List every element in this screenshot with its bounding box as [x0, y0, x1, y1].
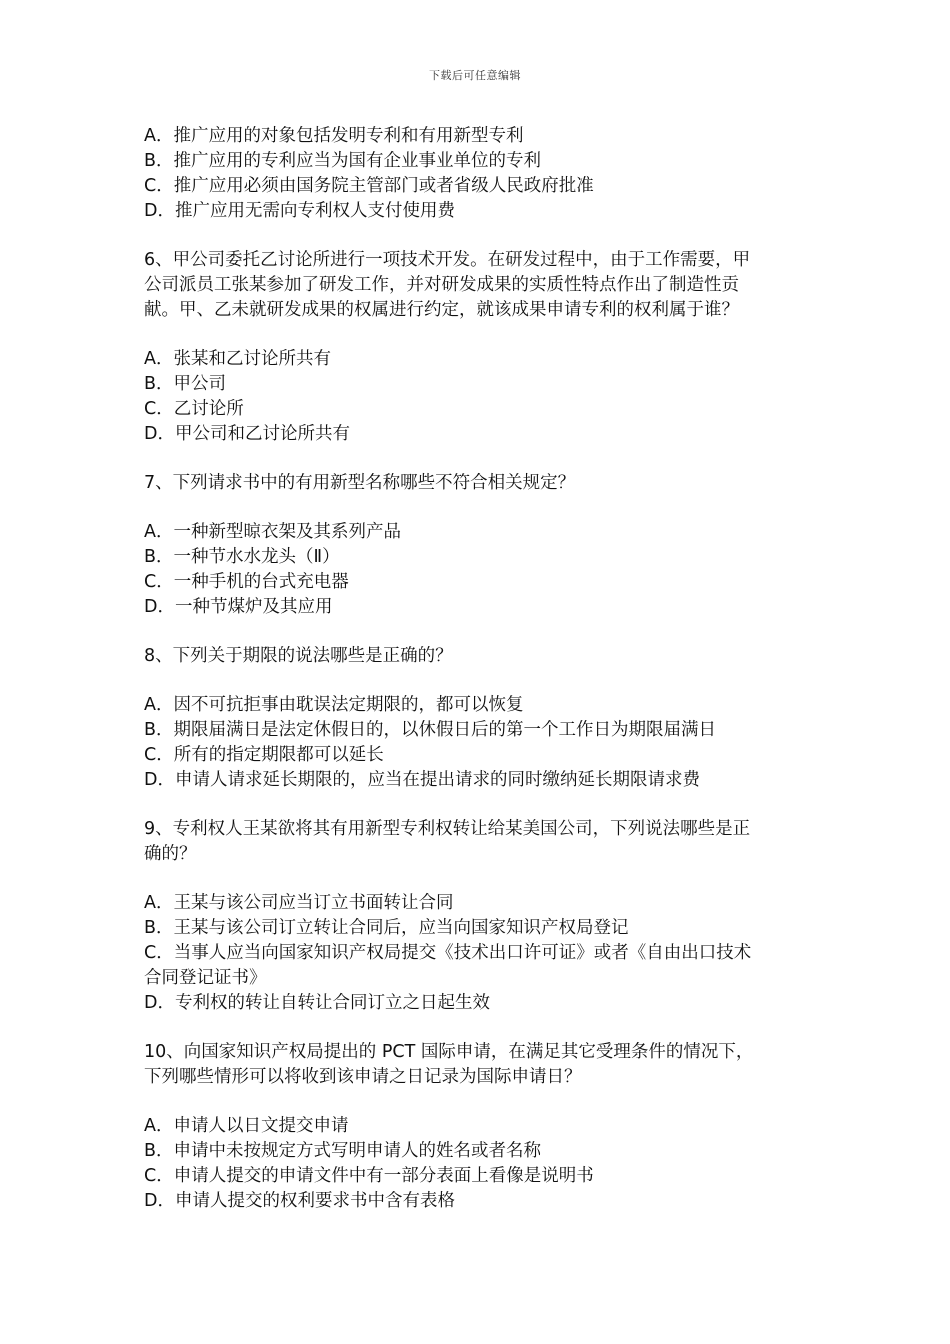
- question-line: 9、专利权人王某欲将其有用新型专利权转让给某美国公司，下列说法哪些是正: [144, 819, 751, 839]
- question-line: 公司派员工张某参加了研发工作，并对研发成果的实质性特点作出了制造性贡: [144, 275, 739, 295]
- option-b: B．一种节水水龙头（Ⅱ）: [144, 547, 340, 567]
- question-line: 献。甲、乙未就研发成果的权属进行约定，就该成果申请专利的权利属于谁？: [144, 300, 739, 320]
- option-b: B．申请中未按规定方式写明申请人的姓名或者名称: [144, 1141, 542, 1161]
- option-d: D．申请人提交的权利要求书中含有表格: [144, 1191, 455, 1211]
- question-6: [144, 248, 809, 447]
- option-b: B．期限届满日是法定休假日的，以休假日后的第一个工作日为期限届满日: [144, 720, 717, 740]
- question-line: 下列哪些情形可以将收到该申请之日记录为国际申请日？: [144, 1067, 582, 1087]
- option-d: D．一种节煤炉及其应用: [144, 597, 333, 617]
- question-line: 确的？: [144, 844, 197, 864]
- question-text: [144, 1040, 809, 1090]
- option-c: C．申请人提交的申请文件中有一部分表面上看像是说明书: [144, 1166, 594, 1186]
- option-b: B．推广应用的专利应当为国有企业事业单位的专利: [144, 151, 542, 171]
- question-text: [144, 644, 809, 669]
- option-a: A．因不可抗拒事由耽误法定期限的，都可以恢复: [144, 695, 524, 715]
- option-c-continued: 合同登记证书》: [144, 968, 267, 988]
- option-a: A．张某和乙讨论所共有: [144, 349, 331, 369]
- intro-options: [144, 124, 809, 224]
- question-7: [144, 471, 809, 620]
- question-line: 8、下列关于期限的说法哪些是正确的？: [144, 646, 453, 666]
- option-b: B．甲公司: [144, 374, 227, 394]
- option-a: A．一种新型晾衣架及其系列产品: [144, 522, 401, 542]
- question-text: [144, 817, 809, 867]
- option-c: C．推广应用必须由国务院主管部门或者省级人民政府批准: [144, 176, 594, 196]
- question-line: 7、下列请求书中的有用新型名称哪些不符合相关规定？: [144, 473, 576, 493]
- question-9: [144, 817, 809, 1016]
- option-c: C．乙讨论所: [144, 399, 244, 419]
- question-line: 10、向国家知识产权局提出的 PCT 国际申请，在满足其它受理条件的情况下，: [144, 1042, 754, 1062]
- option-d: D．专利权的转让自转让合同订立之日起生效: [144, 993, 490, 1013]
- option-d: D．申请人请求延长期限的，应当在提出请求的同时缴纳延长期限请求费: [144, 770, 700, 790]
- option-d: D．推广应用无需向专利权人支付使用费: [144, 201, 455, 221]
- option-b: B．王某与该公司订立转让合同后，应当向国家知识产权局登记: [144, 918, 629, 938]
- option-c: C．所有的指定期限都可以延长: [144, 745, 384, 765]
- document-body: [144, 124, 809, 1238]
- option-d: D．甲公司和乙讨论所共有: [144, 424, 350, 444]
- question-10: [144, 1040, 809, 1214]
- question-text: [144, 248, 809, 323]
- page-header: 下载后可任意编辑: [429, 69, 521, 82]
- option-a: A．王某与该公司应当订立书面转让合同: [144, 893, 454, 913]
- option-c: C．当事人应当向国家知识产权局提交《技术出口许可证》或者《自由出口技术: [144, 943, 752, 963]
- option-c: C．一种手机的台式充电器: [144, 572, 349, 592]
- question-8: [144, 644, 809, 793]
- question-line: 6、甲公司委托乙讨论所进行一项技术开发。在研发过程中，由于工作需要，甲: [144, 250, 751, 270]
- option-a: A．推广应用的对象包括发明专利和有用新型专利: [144, 126, 524, 146]
- question-text: [144, 471, 809, 496]
- option-a: A．申请人以日文提交申请: [144, 1116, 349, 1136]
